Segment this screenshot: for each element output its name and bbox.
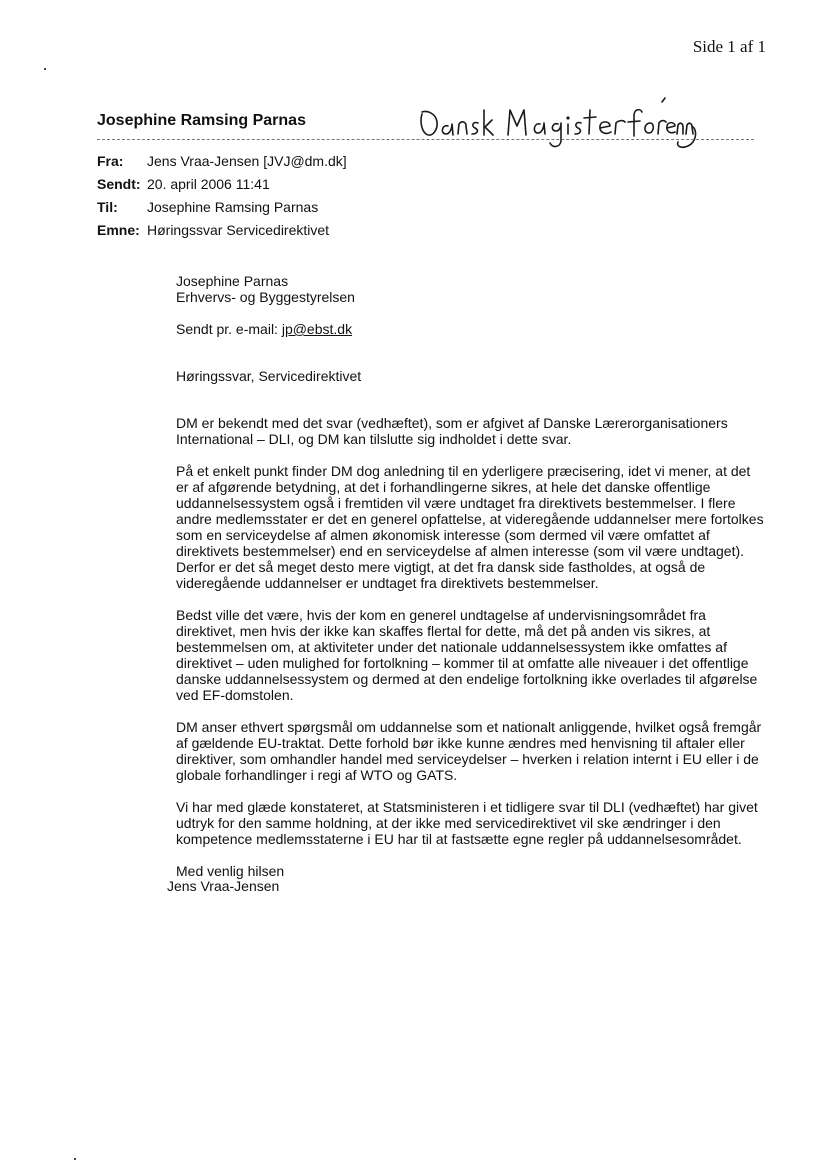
closing-greeting: Med venlig hilsen [176,863,285,879]
paragraph-2: På et enkelt punkt finder DM dog anledning til en yderligere præcisering, idet vi mener, at det er af afgørende betydning, at det i forhandlingerne sikres, at hele det danske offentlige uddannelsessystem også i fremtiden vil være undtaget fra direktivets bestemmelser. I flere andre medlemsstater er det en generel opfattelse, at videregående uddannelser mere fortolkes som en serviceydelse af almen økonomisk interesse (som dermed vil være omfattet af direktivets bestemmelser) end en serviceydelse af almen interesse (som vil være undtaget). Derfor er det så meget desto mere vigtigt, at det fra dansk side fastholdes, at også de videregående uddannelser er undtaget fra direktivets bestemmelser. [176,463,764,591]
email-prefix: Sendt pr. e-mail: [176,321,282,337]
scan-speck [44,68,46,70]
email-link[interactable]: jp@ebst.dk [281,321,353,337]
signature-name: Jens Vraa-Jensen [167,878,280,894]
handwritten-signature-mark [418,96,698,158]
subject-value: Høringssvar Servicedirektivet [147,222,330,238]
meta-sent-row [97,173,347,196]
meta-subject-row [97,219,347,242]
paragraph-5: Vi har med glæde konstateret, at Statsministeren i et tidligere svar til DLI (vedhæftet) har givet udtryk for den samme holdning, at der ikke med servicedirektivet vil ske ændringer i den kompetence medlemsstaterne i EU har til at fastsætte egne regler på uddannelsesområdet. [176,799,758,847]
letter-subject: Høringssvar, Servicedirektivet [176,368,362,384]
email-line [176,321,766,337]
email-meta [97,150,347,242]
recipient-organization: Erhvervs- og Byggestyrelsen [176,289,355,305]
paragraph-4: DM anser ethvert spørgsmål om uddannelse som et nationalt anliggende, hvilket også fremgår af gældende EU-traktat. Dette forhold bør ikke kunne ændres med henvisning til aftaler eller direktiver, som omhandler handel med serviceydelser – hverken i relation internt i EU eller i de globale forhandlinger i regi af WTO og GATS. [176,719,762,783]
header-divider [97,139,754,140]
scan-speck [74,1158,76,1160]
subject-label: Emne: [97,222,140,238]
from-value: Jens Vraa-Jensen [JVJ@dm.dk] [147,153,347,169]
sent-value: 20. april 2006 11:41 [147,176,270,192]
to-value: Josephine Ramsing Parnas [147,199,319,215]
meta-to-row [97,196,347,219]
to-label: Til: [97,199,118,215]
paragraph-1: DM er bekendt med det svar (vedhæftet), som er afgivet af Danske Lærerorganisationers International – DLI, og DM kan tilslutte sig indholdet i dette svar. [176,415,728,447]
recipient-block [176,273,766,305]
from-label: Fra: [97,153,124,169]
header-sender-name: Josephine Ramsing Parnas [97,112,306,129]
recipient-name: Josephine Parnas [176,273,289,289]
paragraph-3: Bedst ville det være, hvis der kom en generel undtagelse af undervisningsområdet fra direktivet, men hvis der ikke kan skaffes flertal for dette, må det på anden vis sikres, at bestemmelsen om, at aktiviteter under det nationale uddannelsessystem ikke omfattes af direktivet – uden mulighed for fortolkning – kommer til at omfatte alle niveauer i det offentlige danske uddannelsessystem og dermed at den endelige fortolkning ikke overlades til afgørelse ved EF-domstolen. [176,607,758,703]
letter-body [176,273,766,879]
sent-label: Sendt: [97,176,141,192]
meta-from-row [97,150,347,173]
page-number: Side 1 af 1 [692,37,766,56]
